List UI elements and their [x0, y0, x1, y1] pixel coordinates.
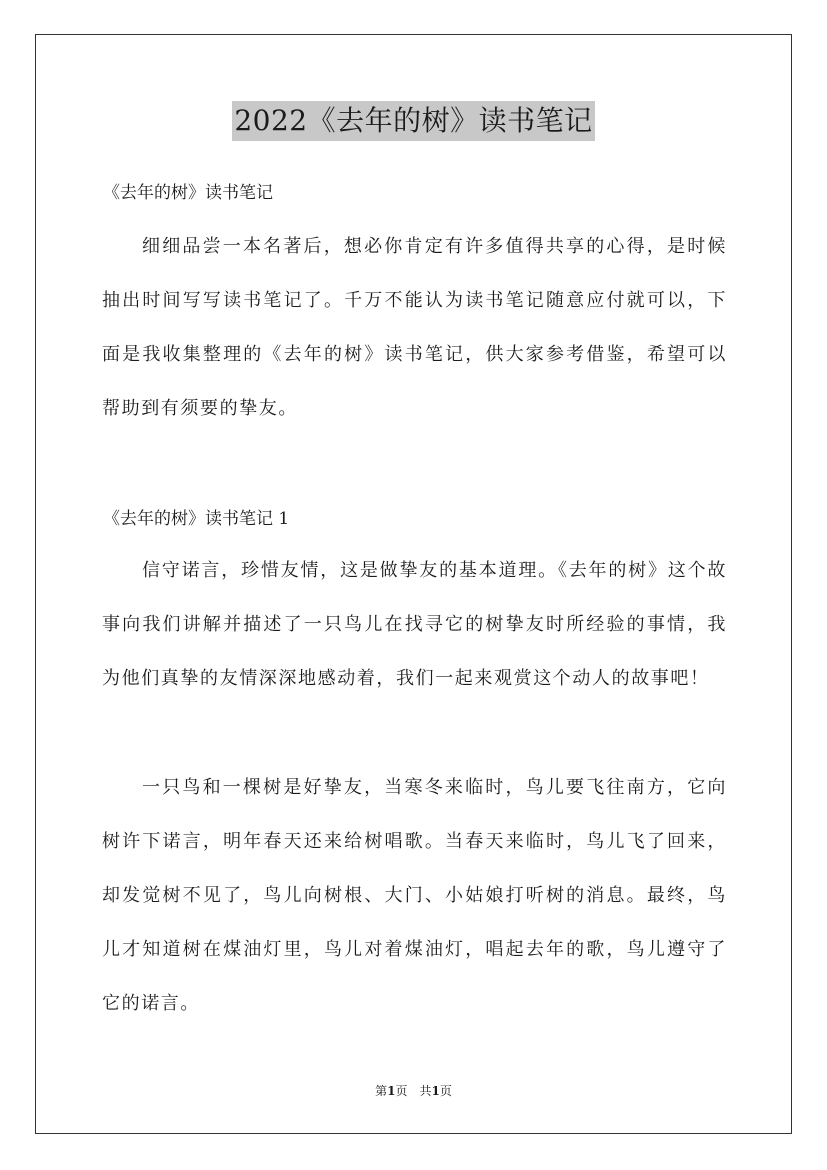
page-number-footer: [0, 1083, 827, 1099]
document-title: [0, 100, 827, 141]
section-1-heading: 《去年的树》读书笔记 1: [103, 509, 290, 529]
section-1-paragraph-1: 信守诺言，珍惜友情，这是做挚友的基本道理。《去年的树》这个故事向我们讲解并描述了一只鸟儿在找寻它的树挚友时所经验的事情，我为他们真挚的友情深深地感动着，我们一起来观赏这个动人的故事吧！: [102, 560, 727, 689]
footer-prefix: 第: [375, 1084, 388, 1098]
footer-suffix: 页: [439, 1084, 452, 1098]
document-title-text: 2022《去年的树》读书笔记: [232, 101, 594, 141]
section-1-paragraph-2: 一只鸟和一棵树是好挚友，当寒冬来临时，鸟儿要飞往南方，它向树许下诺言，明年春天还来给树唱歌。当春天来临时，鸟儿飞了回来，却发觉树不见了，鸟儿向树根、大门、小姑娘打听树的消息。最终，鸟儿才知道树在煤油灯里，鸟儿对着煤油灯，唱起去年的歌，鸟儿遵守了它的诺言。: [102, 777, 727, 1014]
document-subtitle: 《去年的树》读书笔记: [103, 183, 273, 203]
footer-mid: 页 共: [395, 1084, 432, 1098]
intro-paragraph: 细细品尝一本名著后，想必你肯定有许多值得共享的心得，是时候抽出时间写写读书笔记了。千万不能认为读书笔记随意应付就可以，下面是我收集整理的《去年的树》读书笔记，供大家参考借鉴，希望可以帮助到有须要的挚友。: [102, 236, 727, 419]
footer-total-pages: 1: [431, 1084, 440, 1098]
footer-current-page: 1: [387, 1084, 396, 1098]
